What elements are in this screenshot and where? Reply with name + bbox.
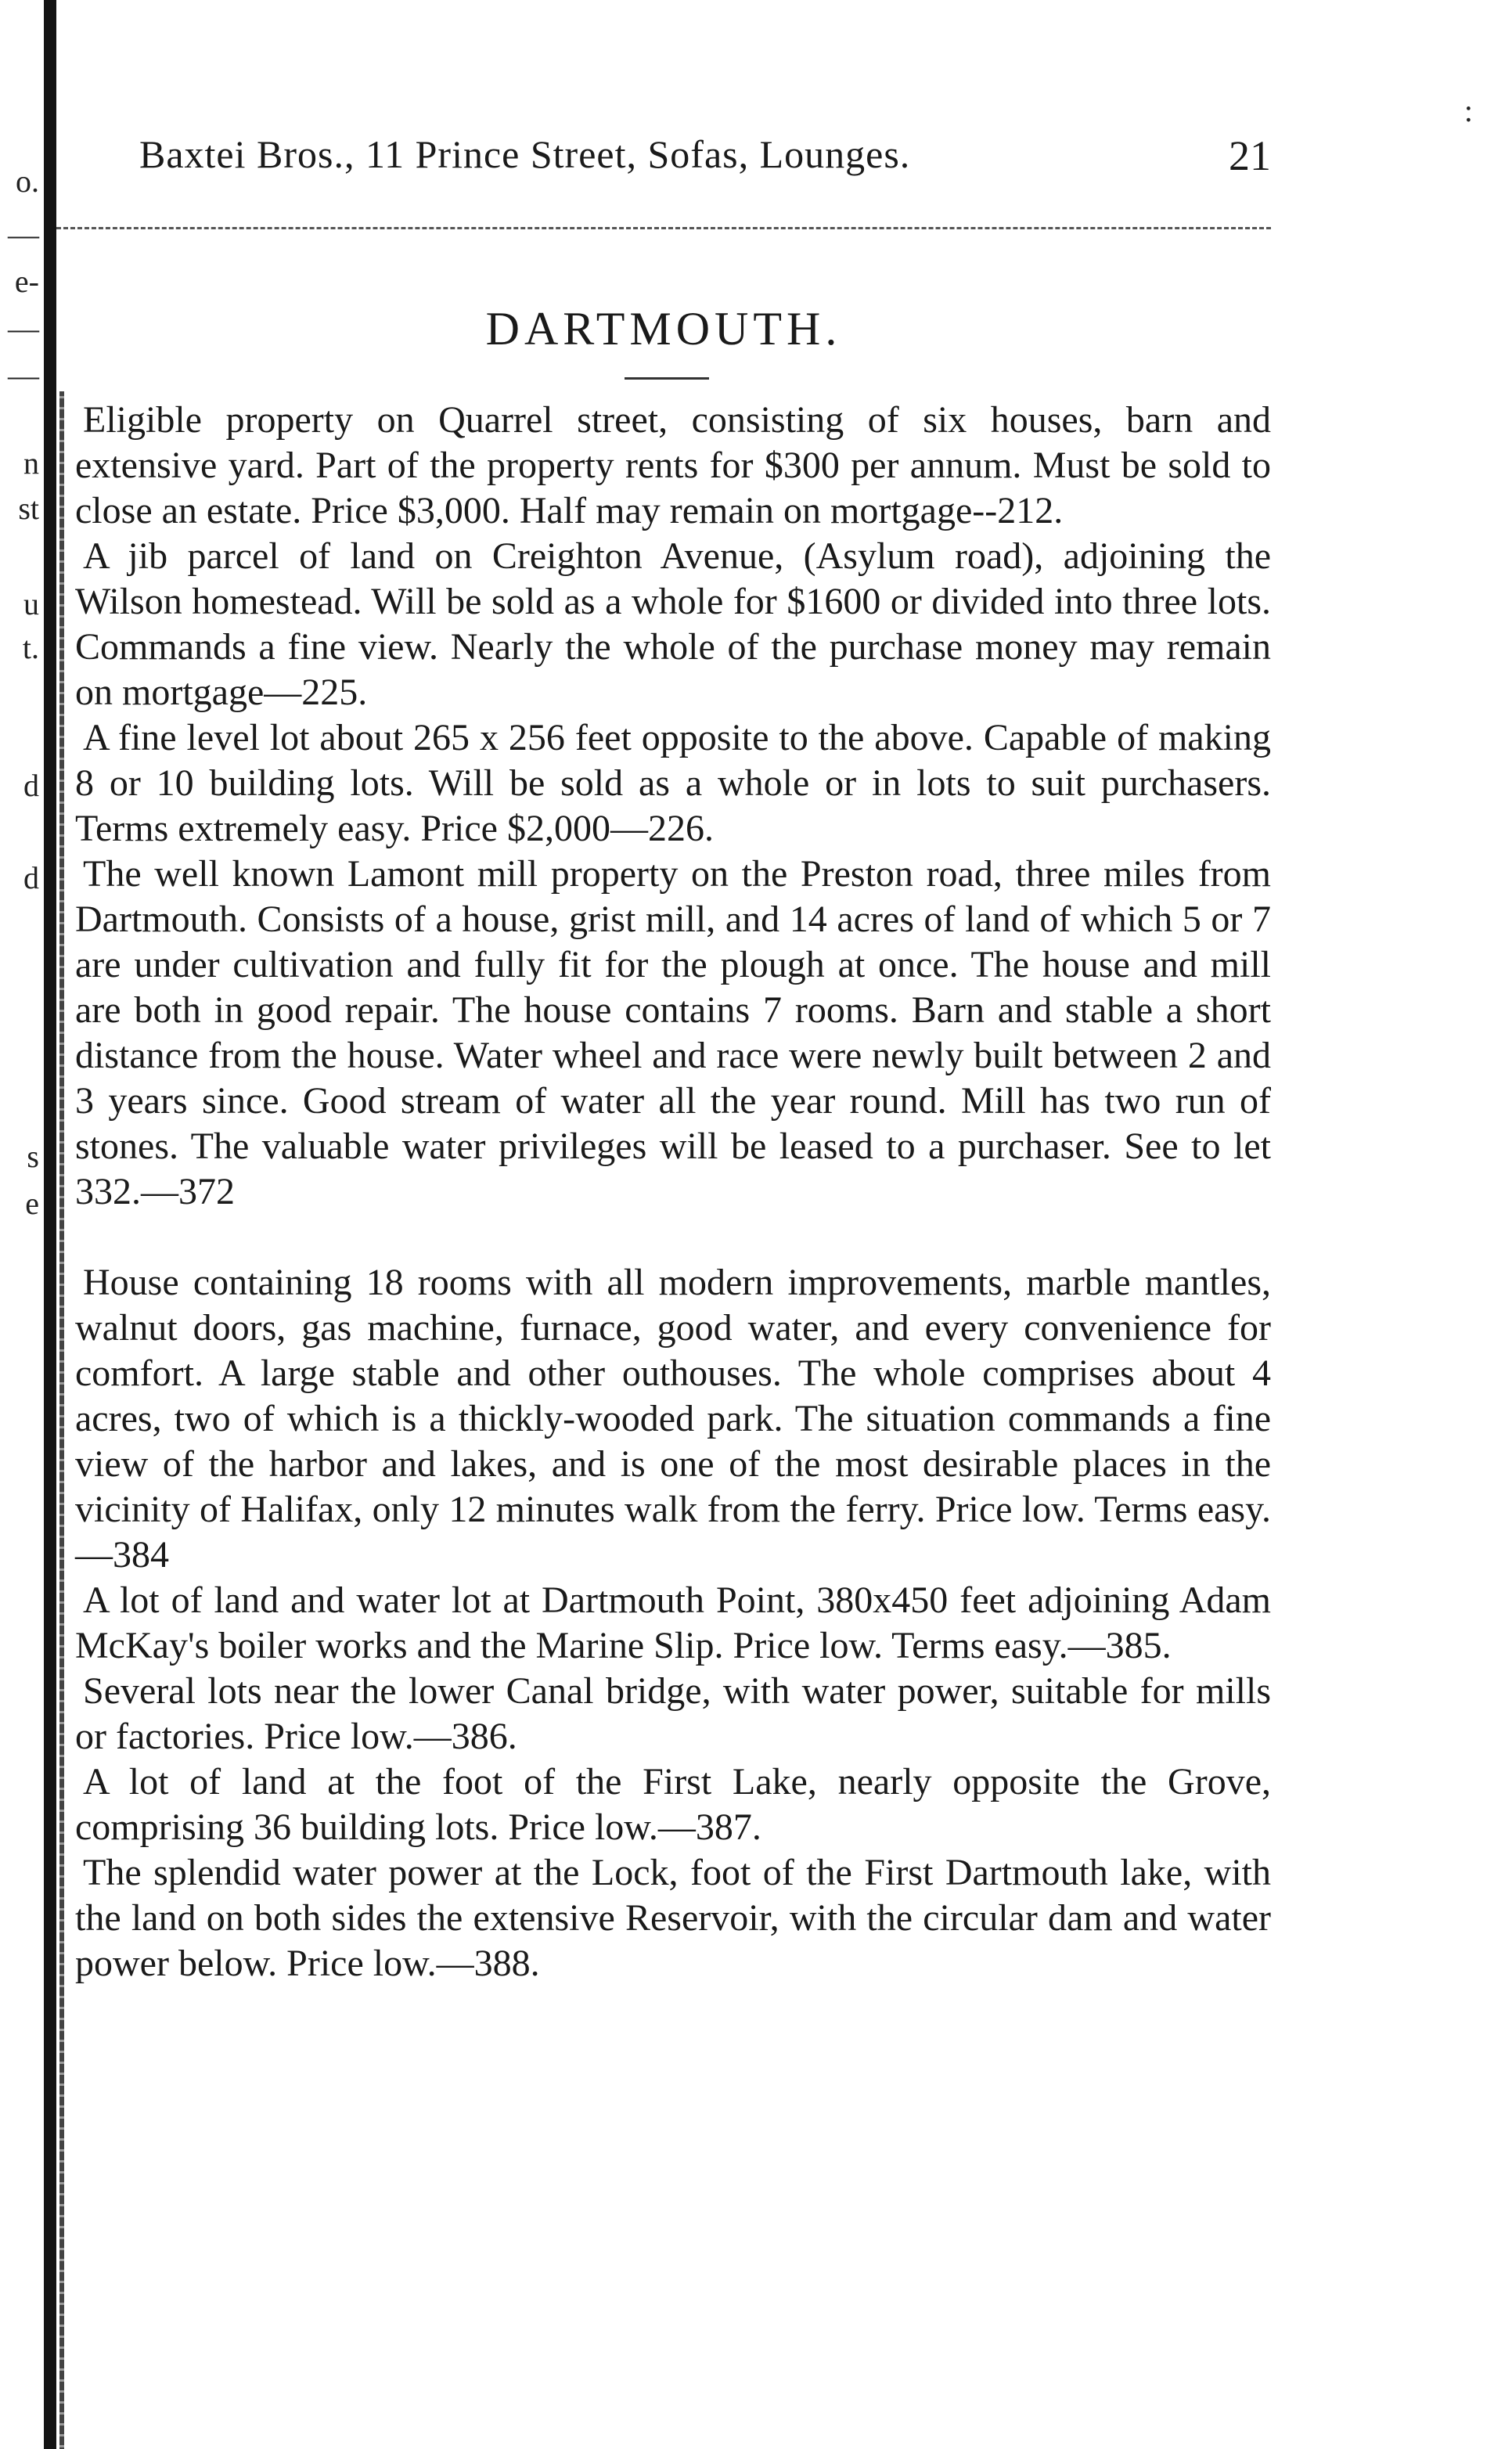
page-number: 21	[1229, 132, 1271, 179]
title-rule	[625, 377, 709, 380]
margin-fragment: —	[8, 217, 39, 252]
margin-fragment: e-	[14, 264, 39, 299]
listing-entry: A jib parcel of land on Creighton Avenue, (Asylum road), adjoining the Wilson homestead. Will be sold as a whole for $1600 or divided into three lots. Commands a fine view. Nearly the whole of the purchase money may remain on mortgage—225.	[75, 535, 1271, 713]
listing-entry: A fine level lot about 265 x 256 feet opposite to the above. Capable of making 8 or 10 building lots. Will be sold as a whole or in lots to suit purchasers. Terms extremely easy. Price $2,000—226.	[75, 717, 1271, 849]
listing-entry: A lot of land and water lot at Dartmouth Point, 380x450 feet adjoining Adam McKay's boiler works and the Marine Slip. Price low. Terms easy.—385.	[75, 1579, 1271, 1666]
margin-fragment: d	[23, 860, 39, 895]
listings	[75, 398, 1271, 1986]
margin-fragment: st	[18, 491, 39, 526]
margin-fragment: —	[8, 311, 39, 346]
right-margin-mark: :	[1463, 93, 1473, 128]
listing-entry: The well known Lamont mill property on the Preston road, three miles from Dartmouth. Consists of a house, grist mill, and 14 acres of land of which 5 or 7 are under cultivation and fully fit for the plough at once. The house and mill are both in good repair. The house contains 7 rooms. Barn and stable a short distance from the house. Water wheel and race were newly built between 2 and 3 years since. Good stream of water all the year round. Mill has two run of stones. The valuable water privileges will be leased to a purchaser. See to let 332.—372	[75, 853, 1271, 1212]
margin-fragment: n	[23, 445, 39, 481]
header-rule	[56, 227, 1271, 229]
binding-gutter	[44, 0, 56, 2449]
running-header: Baxtei Bros., 11 Prince Street, Sofas, Lounges.	[139, 132, 911, 176]
margin-fragment: o.	[16, 164, 39, 199]
margin-fragment: s	[27, 1139, 39, 1174]
section-title: DARTMOUTH.	[485, 303, 842, 355]
margin-fragment: —	[8, 358, 39, 393]
binding-edge	[59, 391, 64, 2449]
margin-fragment: d	[23, 768, 39, 803]
listing-entry: House containing 18 rooms with all modern improvements, marble mantles, walnut doors, gas machine, furnace, good water, and every convenience for comfort. A large stable and other outhouses. The whole comprises about 4 acres, two of which is a thickly-wooded park. The situation commands a fine view of the harbor and lakes, and is one of the most desirable places in the vicinity of Halifax, only 12 minutes walk from the ferry. Price low. Terms easy.—384	[75, 1262, 1271, 1576]
listing-entry: Several lots near the lower Canal bridge, with water power, suitable for mills or factories. Price low.—386.	[75, 1670, 1271, 1757]
margin-fragment: e	[25, 1186, 39, 1221]
margin-fragment: t.	[22, 630, 39, 665]
listing-entry: Eligible property on Quarrel street, consisting of six houses, barn and extensive yard. Part of the property rents for $300 per annum. Must be sold to close an estate. Price $3,000. Half may remain on mortgage--212.	[75, 399, 1271, 531]
listing-entry: The splendid water power at the Lock, foot of the First Dartmouth lake, with the land on both sides the extensive Reservoir, with the circular dam and water power below. Price low.—388.	[75, 1852, 1271, 1984]
margin-fragment: u	[23, 586, 39, 621]
listing-entry: A lot of land at the foot of the First Lake, nearly opposite the Grove, comprising 36 building lots. Price low.—387.	[75, 1761, 1271, 1848]
